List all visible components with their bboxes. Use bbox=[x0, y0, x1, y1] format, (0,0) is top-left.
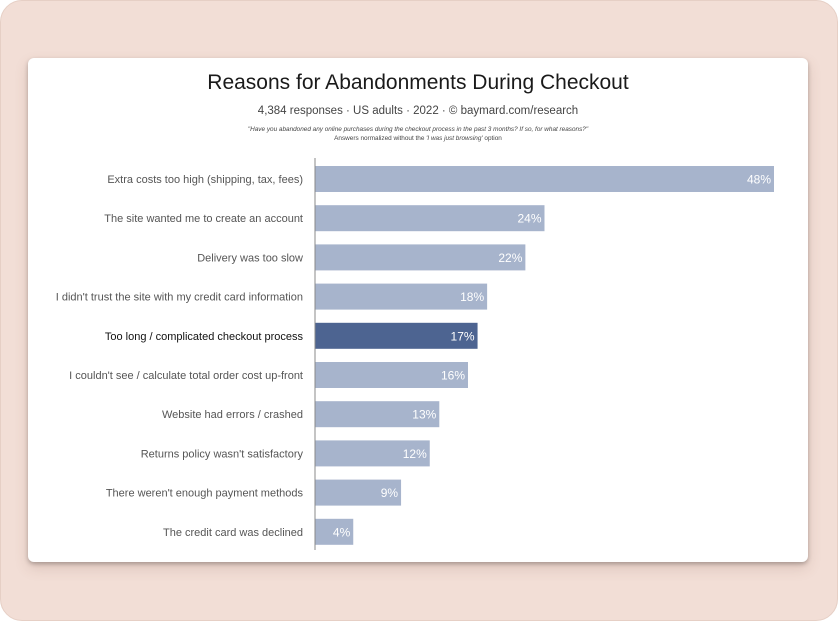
note-prefix: Answers normalized without the bbox=[334, 135, 427, 142]
note-suffix: option bbox=[482, 135, 502, 142]
chart-title: Reasons for Abandonments During Checkout bbox=[207, 71, 629, 94]
category-label: Extra costs too high (shipping, tax, fees) bbox=[107, 174, 303, 186]
value-label: 17% bbox=[450, 329, 475, 344]
category-label: Website had errors / crashed bbox=[161, 409, 303, 422]
note-quote: 'I was just browsing' bbox=[426, 135, 483, 142]
category-label: Returns policy wasn't satisfactory bbox=[140, 448, 303, 461]
value-label: 24% bbox=[517, 211, 542, 226]
value-label: 9% bbox=[380, 486, 399, 501]
category-label: Delivery was too slow bbox=[197, 252, 303, 265]
bar bbox=[315, 166, 774, 192]
value-label: 18% bbox=[460, 290, 485, 305]
category-label: Too long / complicated checkout process bbox=[104, 330, 303, 343]
bar-chart bbox=[28, 58, 808, 562]
category-label: I didn't trust the site with my credit card information bbox=[55, 291, 303, 304]
bar bbox=[315, 244, 525, 270]
value-label: 4% bbox=[332, 525, 351, 540]
category-label: There weren't enough payment methods bbox=[105, 487, 303, 500]
survey-question: "Have you abandoned any online purchases during the checkout process in the past 3 months? If so, for what reasons?" bbox=[247, 126, 589, 133]
bar bbox=[315, 205, 545, 231]
value-label: 22% bbox=[498, 250, 523, 265]
value-label: 13% bbox=[412, 407, 437, 422]
chart-card bbox=[28, 58, 808, 562]
category-label: I couldn't see / calculate total order cost up-front bbox=[69, 370, 303, 382]
value-label: 12% bbox=[402, 446, 427, 461]
chart-subtitle: 4,384 responses · US adults · 2022 · © baymard.com/research bbox=[257, 105, 579, 117]
category-label: The credit card was declined bbox=[162, 526, 303, 539]
value-label: 16% bbox=[440, 368, 465, 383]
category-label: The site wanted me to create an account bbox=[104, 213, 303, 226]
value-label: 48% bbox=[746, 172, 771, 187]
